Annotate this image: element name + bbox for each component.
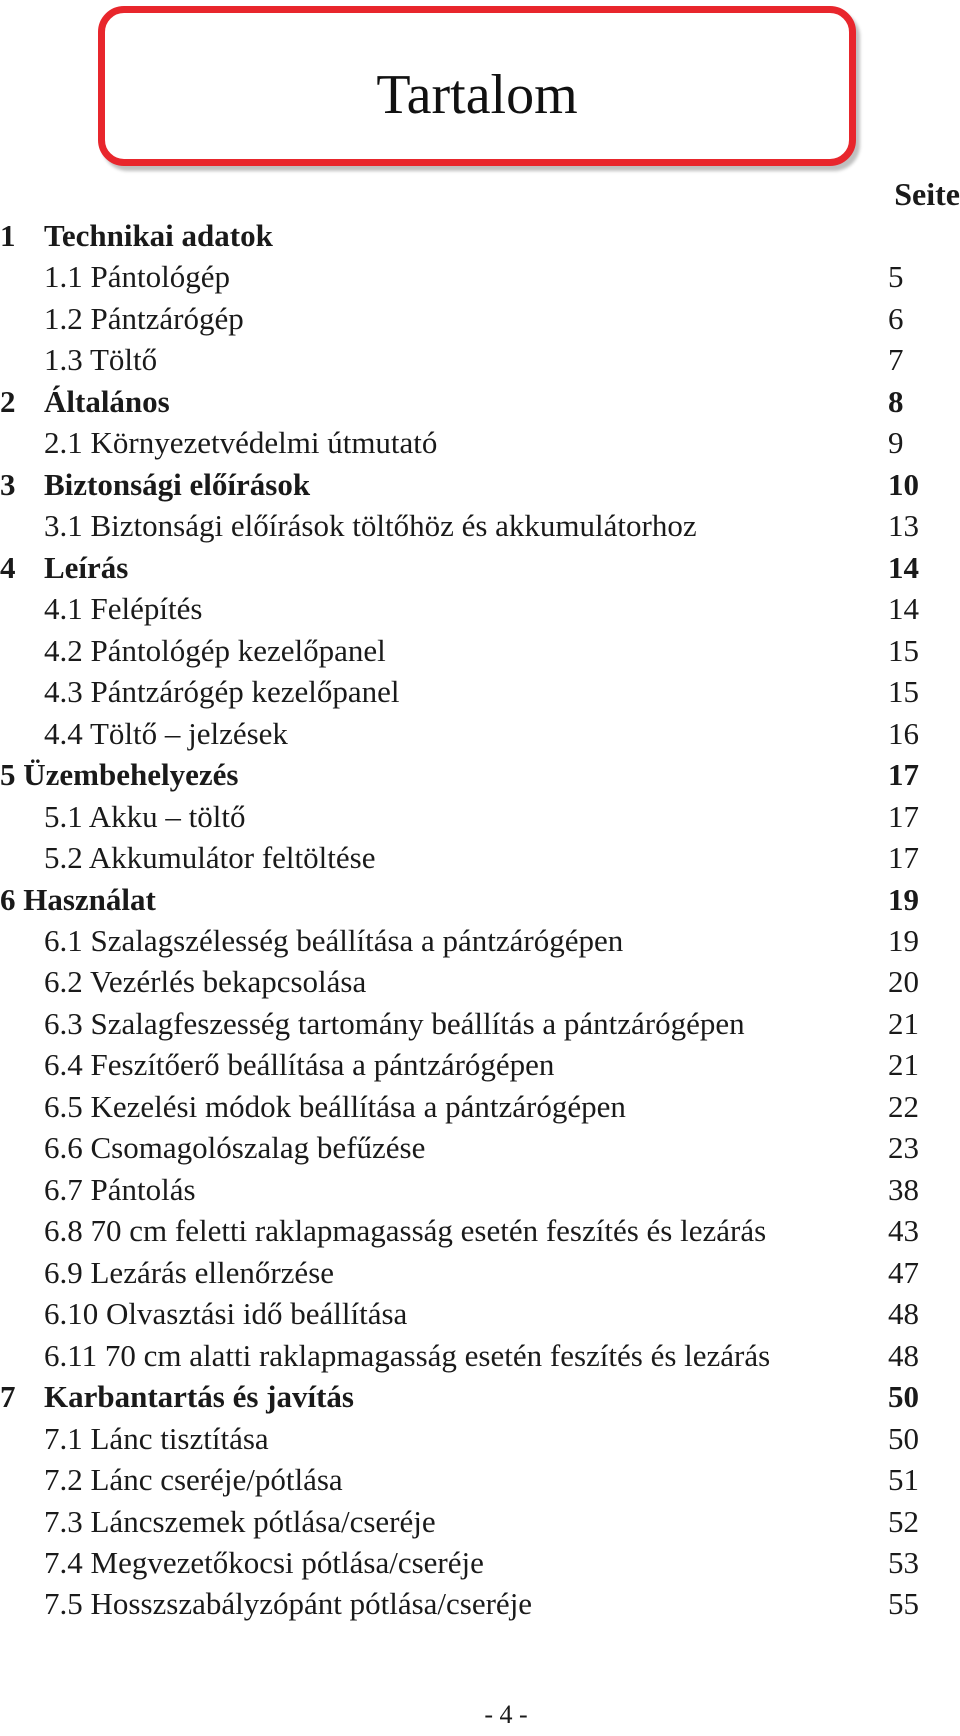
- toc-entry-label: 4.1 Felépítés: [44, 591, 203, 627]
- toc-entry-label: 6.4 Feszítőerő beállítása a pántzárógépen: [44, 1047, 555, 1083]
- toc-section-row[interactable]: [0, 671, 960, 712]
- toc-entry-label: 7.1 Lánc tisztítása: [44, 1420, 269, 1456]
- toc-section-row[interactable]: [0, 298, 960, 339]
- toc-page-number: 47: [888, 1254, 919, 1290]
- toc-entry-label: 4.2 Pántológép kezelőpanel: [44, 632, 386, 668]
- toc-section-row[interactable]: [0, 1169, 960, 1210]
- toc-page-number: 38: [888, 1171, 919, 1207]
- toc-page-number: 48: [888, 1337, 919, 1373]
- toc-chapter-row[interactable]: [0, 381, 960, 422]
- toc-entry-label: 6.11 70 cm alatti raklapmagasság esetén feszítés és lezárás: [44, 1337, 771, 1373]
- toc-entry-label: 3.1 Biztonsági előírások töltőhöz és akkumulátorhoz: [44, 508, 697, 544]
- toc-entry-label: 1.1 Pántológép: [44, 259, 230, 295]
- table-of-contents: [0, 215, 960, 1625]
- toc-entry-label: 5.1 Akku – töltő: [44, 798, 246, 834]
- toc-chapter-number: 3: [0, 466, 16, 502]
- toc-entry-label: 6.8 70 cm feletti raklapmagasság esetén feszítés és lezárás: [44, 1213, 767, 1249]
- toc-section-row[interactable]: [0, 1335, 960, 1376]
- toc-chapter-row[interactable]: [0, 754, 960, 795]
- toc-chapter-number: 7: [0, 1379, 16, 1415]
- toc-page-number: 16: [888, 715, 919, 751]
- toc-page-number: 53: [888, 1545, 919, 1580]
- toc-page-number: 6: [888, 300, 904, 336]
- toc-page-number: 22: [888, 1088, 919, 1124]
- toc-page-number: 19: [888, 922, 919, 958]
- toc-entry-label: 4.4 Töltő – jelzések: [44, 715, 288, 751]
- toc-page-number: 20: [888, 964, 919, 1000]
- toc-page-number: 14: [888, 591, 919, 627]
- toc-section-row[interactable]: [0, 1044, 960, 1085]
- toc-section-row[interactable]: [0, 1003, 960, 1044]
- toc-entry-label: 1.3 Töltő: [44, 342, 158, 378]
- toc-page-number: 7: [888, 342, 904, 378]
- toc-section-row[interactable]: [0, 961, 960, 1002]
- toc-section-row[interactable]: [0, 1501, 960, 1542]
- toc-entry-label: 1.2 Pántzárógép: [44, 300, 244, 336]
- toc-section-row[interactable]: [0, 713, 960, 754]
- toc-entry-label: 6.9 Lezárás ellenőrzése: [44, 1254, 335, 1290]
- toc-chapter-row[interactable]: [0, 879, 960, 920]
- toc-page-number: 23: [888, 1130, 919, 1166]
- toc-page-number: 14: [888, 549, 919, 585]
- toc-section-row[interactable]: [0, 256, 960, 297]
- toc-entry-label: 7.2 Lánc cseréje/pótlása: [44, 1462, 343, 1498]
- toc-entry-label: 6.10 Olvasztási idő beállítása: [44, 1296, 408, 1332]
- toc-page-number: 50: [888, 1379, 919, 1415]
- toc-section-row[interactable]: [0, 1459, 960, 1500]
- toc-section-row[interactable]: [0, 1127, 960, 1168]
- toc-chapter-row[interactable]: [0, 215, 960, 256]
- toc-section-row[interactable]: [0, 837, 960, 878]
- toc-page-number: 13: [888, 508, 919, 544]
- toc-page-number: 51: [888, 1462, 919, 1498]
- toc-page-number: 19: [888, 881, 919, 917]
- toc-chapter-row[interactable]: [0, 1376, 960, 1417]
- toc-page-number: 21: [888, 1005, 919, 1041]
- toc-entry-label: 7.4 Megvezetőkocsi pótlása/cseréje: [44, 1545, 484, 1580]
- toc-page-number: 52: [888, 1503, 919, 1539]
- toc-chapter-row[interactable]: [0, 547, 960, 588]
- page-column-header: Seite: [894, 176, 960, 212]
- toc-section-row[interactable]: [0, 1210, 960, 1251]
- toc-entry-label: 7.5 Hosszszabályzópánt pótlása/cseréje: [44, 1586, 533, 1622]
- toc-page-number: 8: [888, 383, 904, 419]
- toc-section-row[interactable]: [0, 422, 960, 463]
- toc-section-row[interactable]: [0, 630, 960, 671]
- toc-section-row[interactable]: [0, 1086, 960, 1127]
- toc-page-number: 5: [888, 259, 904, 295]
- toc-entry-label: Biztonsági előírások: [44, 466, 311, 502]
- toc-section-row[interactable]: [0, 1542, 960, 1583]
- toc-entry-label: Karbantartás és javítás: [44, 1379, 354, 1415]
- toc-entry-label: Általános: [44, 383, 170, 419]
- toc-entry-label: 4.3 Pántzárógép kezelőpanel: [44, 674, 400, 710]
- toc-entry-label: 6.1 Szalagszélesség beállítása a pántzárógépen: [44, 922, 624, 958]
- toc-page-number: 17: [888, 757, 919, 793]
- toc-entry-label: Leírás: [44, 549, 129, 585]
- toc-entry-label: 6.7 Pántolás: [44, 1171, 196, 1207]
- toc-chapter-number: 4: [0, 549, 16, 585]
- toc-section-row[interactable]: [0, 920, 960, 961]
- toc-chapter-row[interactable]: [0, 464, 960, 505]
- toc-section-row[interactable]: [0, 1252, 960, 1293]
- toc-section-row[interactable]: [0, 1583, 960, 1624]
- toc-page-number: 9: [888, 425, 904, 461]
- toc-entry-label: 6.6 Csomagolószalag befűzése: [44, 1130, 426, 1166]
- toc-page-number: 17: [888, 840, 919, 876]
- toc-chapter-number: 1: [0, 218, 16, 253]
- toc-entry-label: 2.1 Környezetvédelmi útmutató: [44, 425, 438, 461]
- toc-entry-label: 6.5 Kezelési módok beállítása a pántzárógépen: [44, 1088, 626, 1124]
- toc-page-number: 15: [888, 674, 919, 710]
- toc-entry-label: 6 Használat: [0, 881, 156, 917]
- toc-page-number: 21: [888, 1047, 919, 1083]
- toc-page-number: 55: [888, 1586, 919, 1622]
- toc-entry-label: 7.3 Láncszemek pótlása/cseréje: [44, 1503, 436, 1539]
- page-number-footer: - 4 -: [484, 1700, 528, 1729]
- toc-entry-label: Technikai adatok: [44, 218, 273, 253]
- toc-section-row[interactable]: [0, 1293, 960, 1334]
- toc-page-number: 17: [888, 798, 919, 834]
- toc-section-row[interactable]: [0, 588, 960, 629]
- toc-page-number: 43: [888, 1213, 919, 1249]
- toc-page-number: 15: [888, 632, 919, 668]
- toc-chapter-number: 2: [0, 383, 16, 419]
- toc-section-row[interactable]: [0, 339, 960, 380]
- toc-entry-label: 6.3 Szalagfeszesség tartomány beállítás a pántzárógépen: [44, 1005, 745, 1041]
- toc-page-number: 50: [888, 1420, 919, 1456]
- toc-page-number: 10: [888, 466, 919, 502]
- page-title: Tartalom: [376, 64, 578, 126]
- toc-entry-label: 5.2 Akkumulátor feltöltése: [44, 840, 376, 876]
- toc-section-row[interactable]: [0, 505, 960, 546]
- toc-entry-label: 6.2 Vezérlés bekapcsolása: [44, 964, 367, 1000]
- toc-page-number: 48: [888, 1296, 919, 1332]
- toc-section-row[interactable]: [0, 796, 960, 837]
- toc-entry-label: 5 Üzembehelyezés: [0, 757, 239, 793]
- toc-section-row[interactable]: [0, 1418, 960, 1459]
- title-box: [98, 6, 856, 166]
